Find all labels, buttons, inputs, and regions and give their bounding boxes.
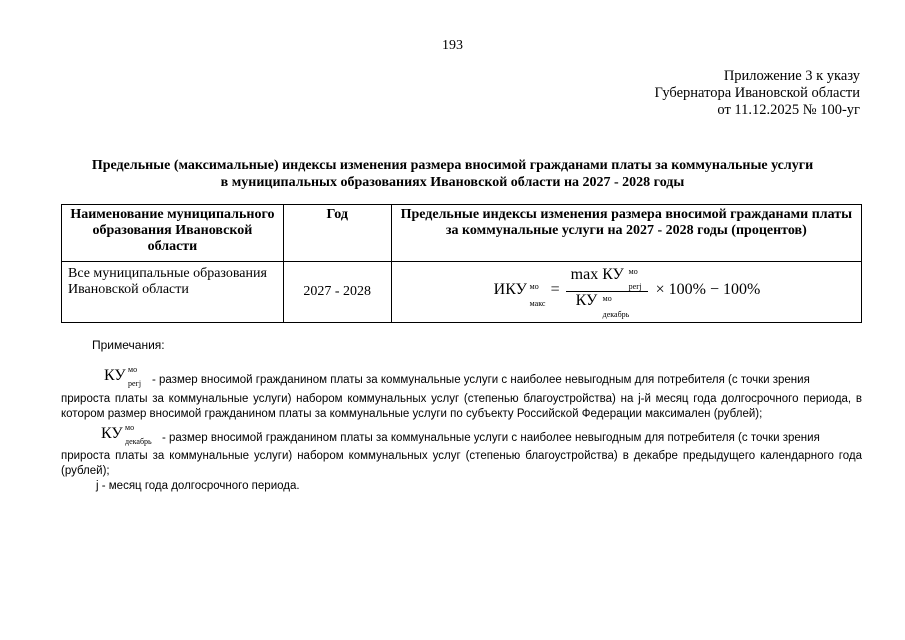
appendix-line-3: от 11.12.2025 № 100-уг — [717, 102, 860, 118]
appendix-block — [655, 68, 860, 119]
header-year: Год — [283, 205, 391, 262]
note2-symbol-base: КУ — [101, 425, 123, 442]
formula-num-sup: мо — [628, 267, 638, 276]
table-header-row — [62, 205, 862, 262]
note2-rest: прироста платы за коммунальные услуги) набором коммунальных услуг (степенью благоустройства) в декабре предыдущего календарного года (рублей); — [61, 450, 862, 477]
note1-symbol-base: КУ — [104, 367, 126, 384]
page-number: 193 — [442, 38, 463, 53]
formula-num-sub: регj — [628, 282, 642, 291]
note2-first-line: - размер вносимой гражданином платы за коммунальные услуги с наиболее невыгодным для потребителя (с точки зрения — [162, 432, 820, 444]
formula-denominator: КУ — [575, 292, 598, 309]
note3-line: j - месяц года долгосрочного периода. — [96, 480, 300, 492]
formula-numerator: max КУ — [570, 266, 624, 283]
formula-lhs-sub: макс — [529, 299, 546, 308]
cell-municipality: Все муниципальные образования Ивановской области — [62, 262, 284, 323]
table-row — [62, 262, 862, 323]
formula-lhs: ИКУ — [493, 281, 527, 298]
note2-symbol-sup: мо — [125, 423, 135, 432]
formula — [398, 264, 855, 320]
index-table — [61, 204, 862, 323]
header-municipality: Наименование муниципального образования Ивановской области — [62, 205, 284, 262]
title-line-2: в муниципальных образованиях Ивановской области на 2027 - 2028 годы — [220, 175, 685, 190]
formula-lhs-sup: мо — [529, 282, 539, 291]
formula-tail: × 100% − 100% — [655, 281, 761, 298]
cell-formula — [391, 262, 861, 323]
cell-year: 2027 - 2028 — [283, 262, 391, 323]
appendix-line-2: Губернатора Ивановской области — [654, 85, 860, 101]
document-title — [0, 157, 905, 191]
note1-symbol — [104, 367, 146, 391]
formula-den-sup: мо — [602, 294, 612, 303]
notes-heading: Примечания: — [92, 338, 165, 352]
appendix-line-1: Приложение 3 к указу — [723, 68, 860, 84]
note2-symbol — [101, 425, 161, 449]
note1-rest: прироста платы за коммунальные услуги) набором коммунальных услуг (степенью благоустройства) на j-й месяц года долгосрочного периода, в котором размер вносимой гражданином платы за коммунальные услуги по субъекту Российской Федерации максимален (рублей); — [61, 393, 862, 420]
header-indices: Предельные индексы изменения размера вносимой гражданами платы за коммунальные услуги на 2027 - 2028 годы (процентов) — [391, 205, 861, 262]
note1-first-line: - размер вносимой гражданином платы за коммунальные услуги с наиболее невыгодным для потребителя (с точки зрения — [152, 374, 810, 386]
note1-symbol-sup: мо — [128, 365, 138, 374]
note1-symbol-sub: регj — [128, 379, 142, 388]
formula-equals: = — [550, 281, 560, 298]
formula-den-sub: декабрь — [602, 310, 630, 319]
title-line-1: Предельные (максимальные) индексы изменения размера вносимой гражданами платы за коммунальные услуги — [91, 158, 814, 173]
note2-symbol-sub: декабрь — [125, 437, 152, 446]
